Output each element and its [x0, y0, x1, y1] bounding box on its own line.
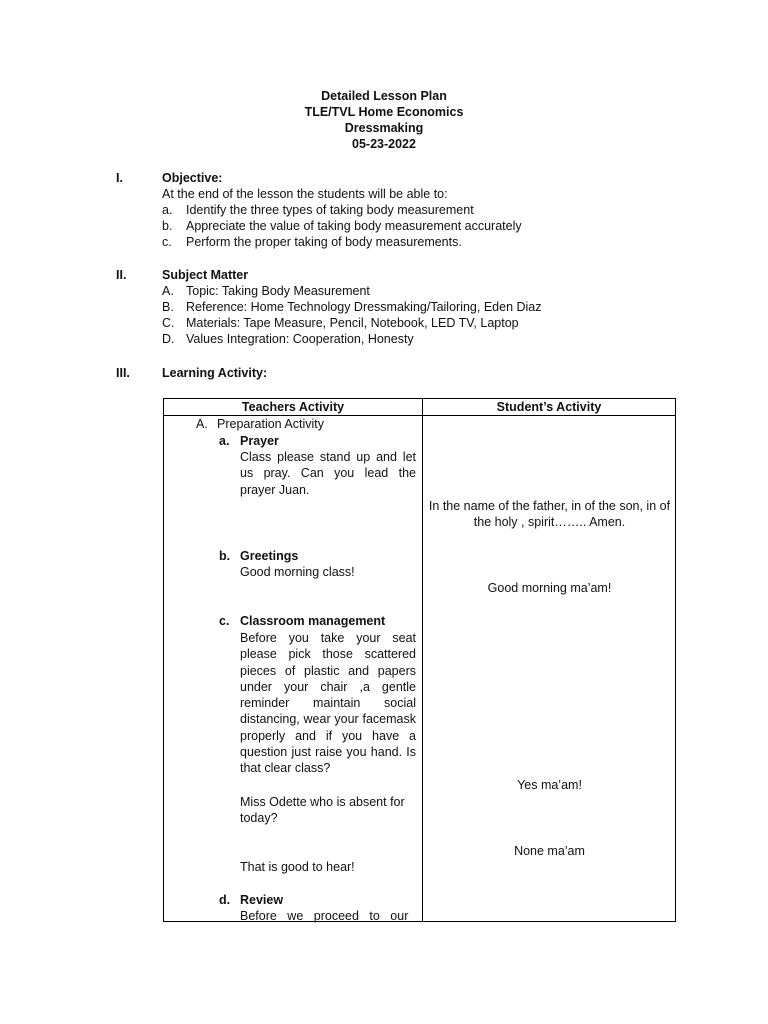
- management-response: Yes ma’am!: [517, 778, 582, 792]
- list-marker: D.: [162, 332, 175, 346]
- list-marker: a.: [162, 203, 173, 217]
- management-marker: c.: [219, 614, 230, 628]
- greetings-marker: b.: [219, 549, 231, 563]
- students-activity-header: Student’s Activity: [423, 399, 676, 416]
- list-item: [162, 283, 662, 299]
- list-item: [162, 202, 662, 218]
- list-marker: c.: [162, 235, 172, 249]
- list-text: Perform the proper taking of body measurements.: [186, 235, 462, 249]
- list-text: Values Integration: Cooperation, Honesty: [186, 332, 414, 346]
- teachers-activity-header: Teachers Activity: [164, 399, 423, 416]
- teacher-activity-cell: [164, 416, 423, 922]
- document-topic: Dressmaking: [344, 121, 424, 135]
- prayer-text: Class please stand up and let us pray. Can you lead the prayer Juan.: [240, 450, 416, 497]
- part-marker: A.: [196, 417, 208, 431]
- list-marker: B.: [162, 300, 174, 314]
- document-date: 05-23-2022: [352, 137, 416, 151]
- list-item: [162, 315, 662, 331]
- review-marker: d.: [219, 893, 231, 907]
- section-numeral: II.: [116, 268, 127, 282]
- list-item: [162, 218, 662, 234]
- review-title: Review: [240, 893, 284, 907]
- absent-response: None ma’am: [514, 844, 585, 858]
- document-header: [0, 88, 768, 152]
- prayer-response: In the name of the father, in of the son, in of the holy , spirit…….. Amen.: [428, 499, 671, 530]
- list-text: Identify the three types of taking body measurement: [186, 203, 474, 217]
- greetings-text: Good morning class!: [240, 565, 355, 579]
- table-row: [164, 416, 676, 922]
- prayer-marker: a.: [219, 434, 230, 448]
- list-marker: C.: [162, 316, 175, 330]
- list-text: Topic: Taking Body Measurement: [186, 284, 370, 298]
- section-title: Subject Matter: [162, 268, 249, 282]
- management-text: Before you take your seat please pick those scattered pieces of plastic and papers under your chair ,a gentle reminder maintain social distancing, wear your facemask properly and if you have a question just raise you hand. Is that clear class?: [240, 631, 416, 776]
- list-item: [162, 234, 662, 250]
- list-marker: A.: [162, 284, 174, 298]
- list-item: [162, 331, 662, 347]
- list-item: [162, 299, 662, 315]
- list-text: Materials: Tape Measure, Pencil, Notebook, LED TV, Laptop: [186, 316, 519, 330]
- absent-question: Miss Odette who is absent for today?: [240, 795, 405, 826]
- greetings-title: Greetings: [240, 549, 299, 563]
- section-title: Learning Activity:: [162, 366, 268, 380]
- good-to-hear-text: That is good to hear!: [240, 860, 355, 874]
- activity-table: [163, 398, 676, 922]
- section-title: Objective:: [162, 171, 223, 185]
- prayer-title: Prayer: [240, 434, 279, 448]
- part-title: Preparation Activity: [217, 417, 324, 431]
- document-title: Detailed Lesson Plan: [321, 89, 447, 103]
- management-title: Classroom management: [240, 614, 386, 628]
- review-text: Before we proceed to our: [240, 909, 409, 923]
- list-marker: b.: [162, 219, 173, 233]
- section-numeral: I.: [116, 171, 123, 185]
- student-activity-cell: [423, 416, 676, 922]
- table-header-row: [164, 399, 676, 416]
- document-subject: TLE/TVL Home Economics: [304, 105, 464, 119]
- greetings-response: Good morning ma’am!: [487, 581, 612, 595]
- list-text: Appreciate the value of taking body measurement accurately: [186, 219, 522, 233]
- objective-intro: At the end of the lesson the students will be able to:: [162, 187, 448, 201]
- list-text: Reference: Home Technology Dressmaking/Tailoring, Eden Diaz: [186, 300, 542, 314]
- section-numeral: III.: [116, 366, 130, 380]
